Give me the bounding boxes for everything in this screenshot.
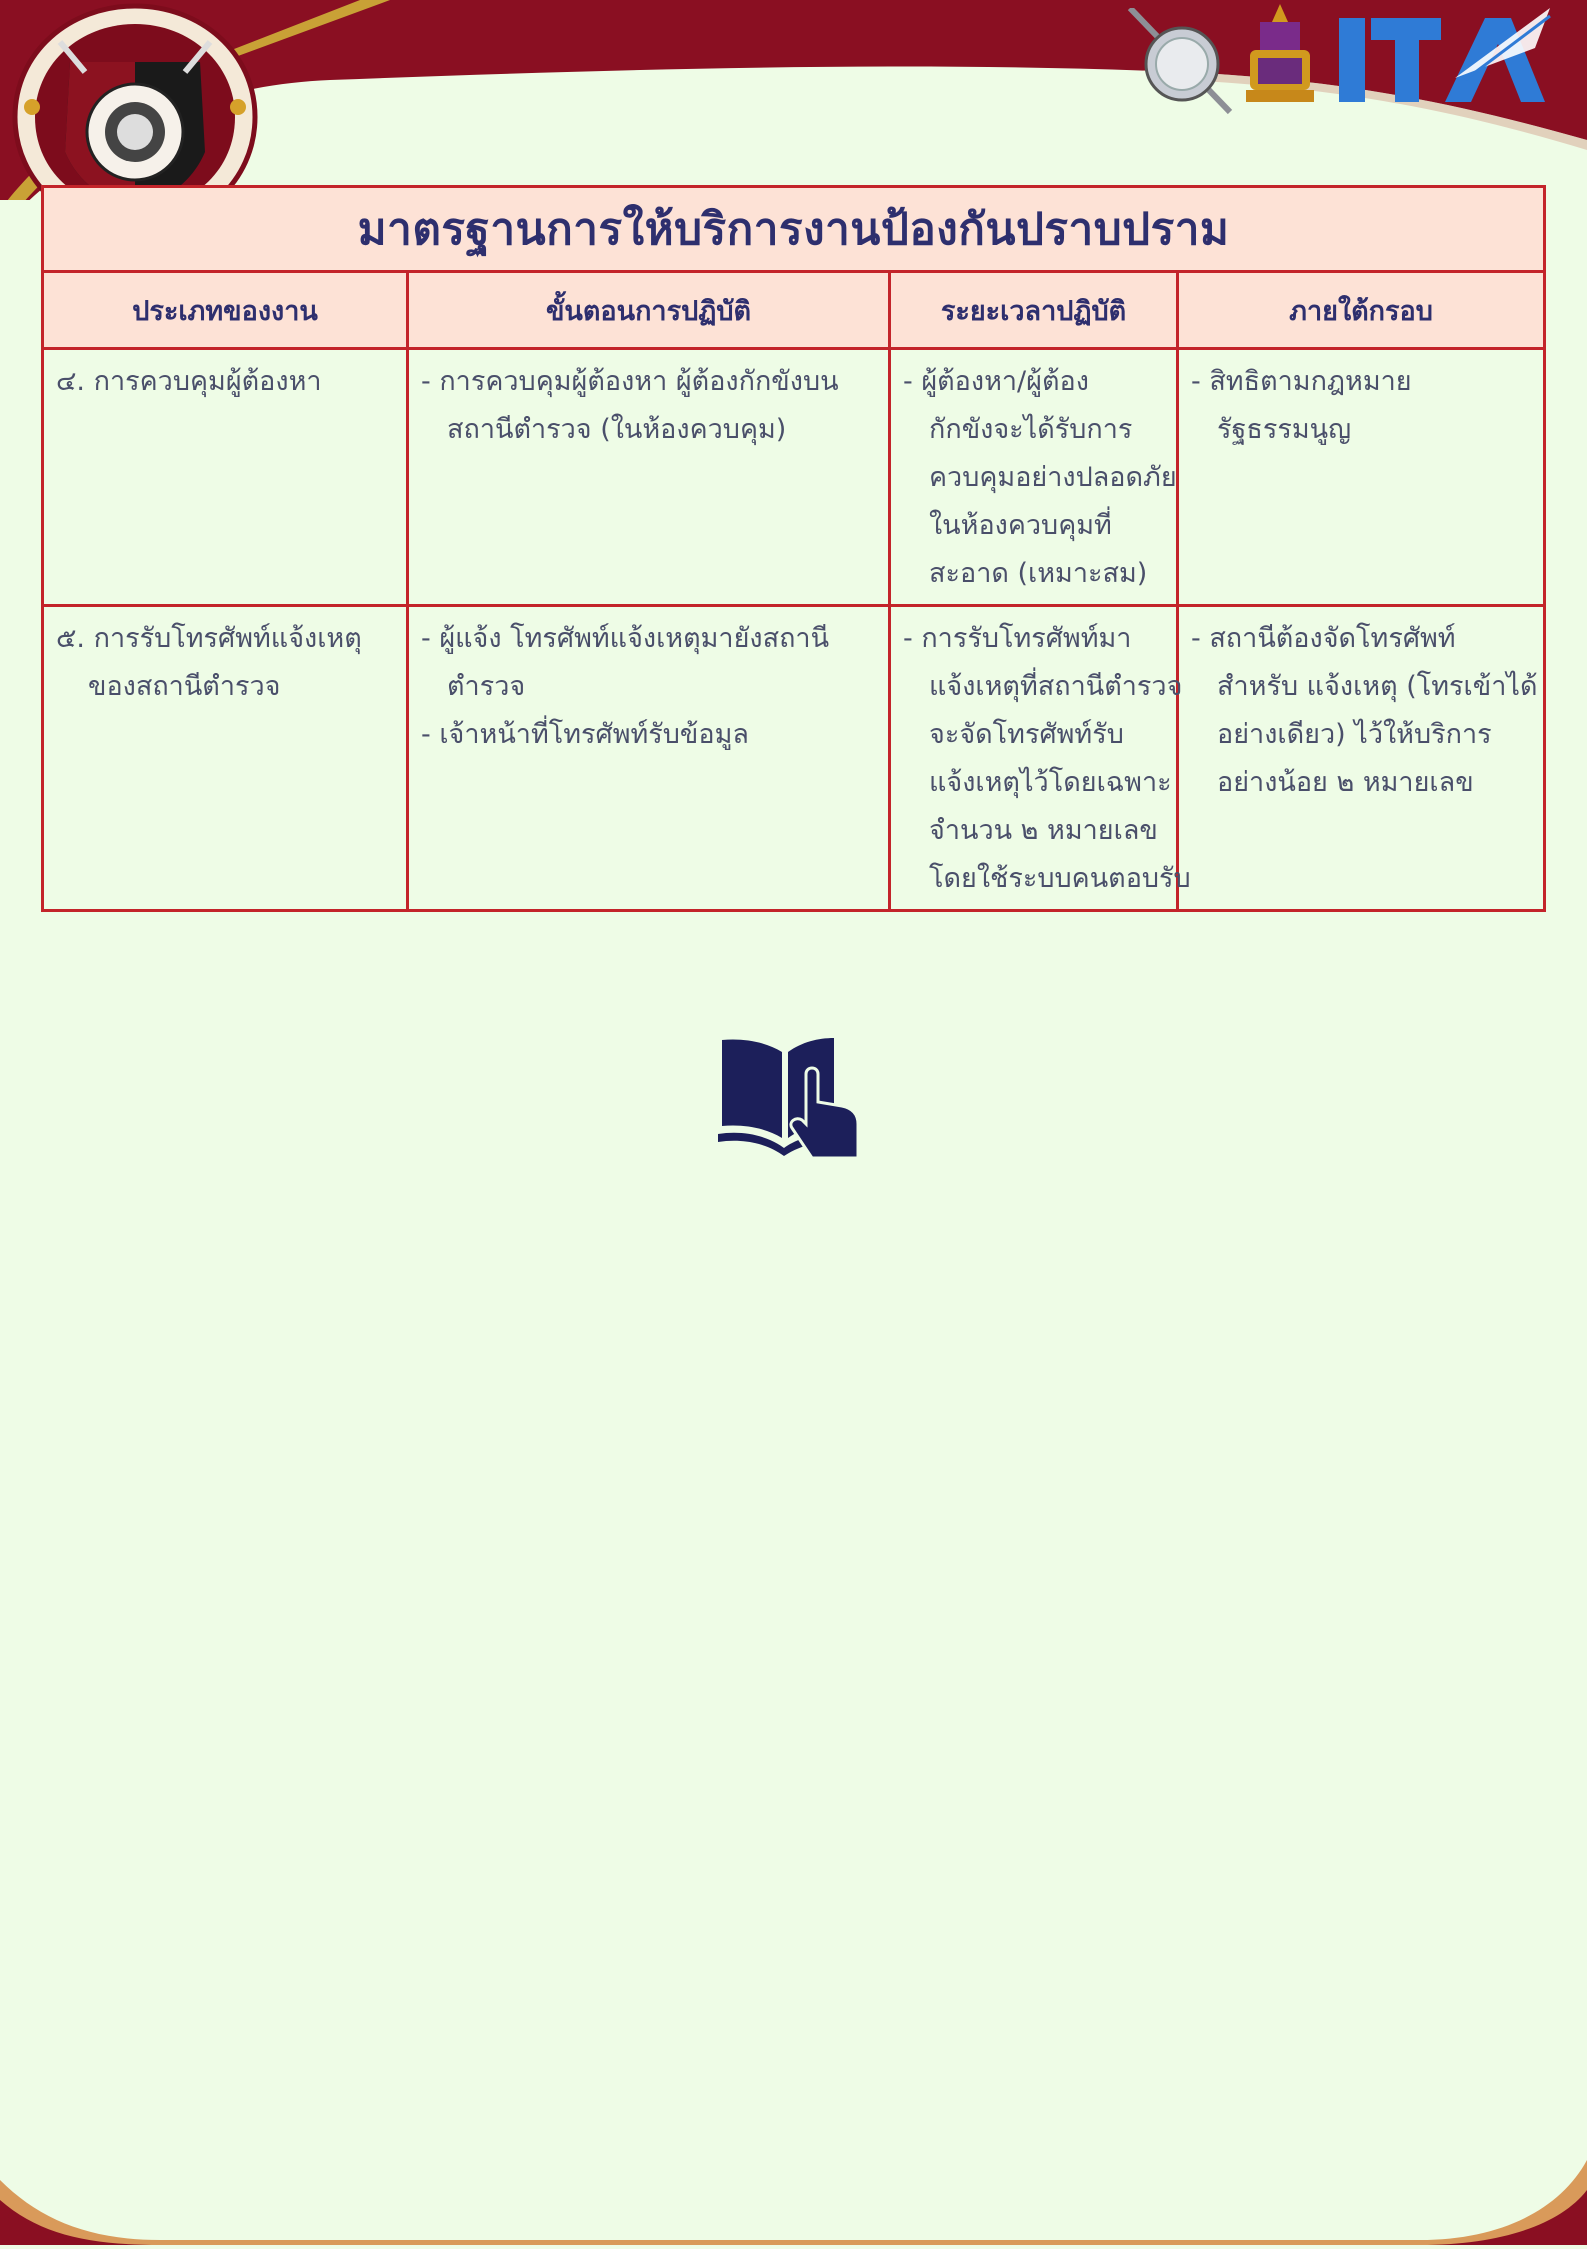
ita-logo <box>1335 8 1555 104</box>
column-header-type: ประเภทของงาน <box>43 272 408 349</box>
text-line: โดยใช้ระบบคนตอบรับ <box>929 863 1191 894</box>
text-line: จำนวน ๒ หมายเลข <box>929 815 1158 846</box>
text-line: รัฐธรรมนูญ <box>1217 414 1352 445</box>
column-header-steps: ขั้นตอนการปฏิบัติ <box>408 272 890 349</box>
text-line: - สถานีต้องจัดโทรศัพท์ <box>1191 623 1456 654</box>
text-line: สถานีตำรวจ (ในห้องควบคุม) <box>447 414 787 445</box>
column-header-duration: ระยะเวลาปฏิบัติ <box>890 272 1178 349</box>
globe-mace-logo <box>1120 8 1240 116</box>
cell-duration <box>890 606 1191 911</box>
text-line: สะอาด (เหมาะสม) <box>929 558 1148 589</box>
cell-framework <box>1178 349 1545 606</box>
cell-steps <box>408 606 890 911</box>
table-row <box>43 349 1545 606</box>
text-line: อย่างเดียว) ไว้ให้บริการ <box>1217 719 1492 750</box>
text-line: แจ้งเหตุไว้โดยเฉพาะ <box>929 767 1172 798</box>
text-line: ๕. การรับโทรศัพท์แจ้งเหตุ <box>56 623 362 654</box>
cell-type <box>43 349 408 606</box>
cell-steps <box>408 349 890 606</box>
bottom-decoration <box>0 2140 1587 2245</box>
royal-crest-logo <box>1240 2 1320 106</box>
text-line: สำหรับ แจ้งเหตุ (โทรเข้าได้ <box>1217 671 1538 702</box>
text-line: ในห้องควบคุมที่ <box>929 510 1112 541</box>
text-line: - การควบคุมผู้ต้องหา ผู้ต้องกักขังบน <box>421 366 839 397</box>
service-standards-table <box>41 185 1546 912</box>
text-line: - ผู้แจ้ง โทรศัพท์แจ้งเหตุมายังสถานี <box>421 623 830 654</box>
text-line: ของสถานีตำรวจ <box>88 671 281 702</box>
text-line: ตำรวจ <box>447 671 526 702</box>
text-line: - สิทธิตามกฎหมาย <box>1191 366 1412 397</box>
text-line: แจ้งเหตุที่สถานีตำรวจ <box>929 671 1183 702</box>
table-title: มาตรฐานการให้บริการงานป้องกันปราบปราม <box>43 187 1545 272</box>
text-line: - เจ้าหน้าที่โทรศัพท์รับข้อมูล <box>421 719 749 750</box>
cell-duration <box>890 349 1178 606</box>
column-header-framework: ภายใต้กรอบ <box>1178 272 1545 349</box>
book-pointer-icon[interactable] <box>718 1030 864 1160</box>
cell-framework <box>1178 606 1545 911</box>
text-line: อย่างน้อย ๒ หมายเลข <box>1217 767 1474 798</box>
text-line: ควบคุมอย่างปลอดภัย <box>929 462 1177 493</box>
text-line: ๔. การควบคุมผู้ต้องหา <box>56 366 322 397</box>
text-line: จะจัดโทรศัพท์รับ <box>929 719 1124 750</box>
text-line: - การรับโทรศัพท์มา <box>903 623 1132 654</box>
table-row <box>43 606 1545 911</box>
cell-type <box>43 606 408 911</box>
text-line: - ผู้ต้องหา/ผู้ต้อง <box>903 366 1089 397</box>
text-line: กักขังจะได้รับการ <box>929 414 1133 445</box>
